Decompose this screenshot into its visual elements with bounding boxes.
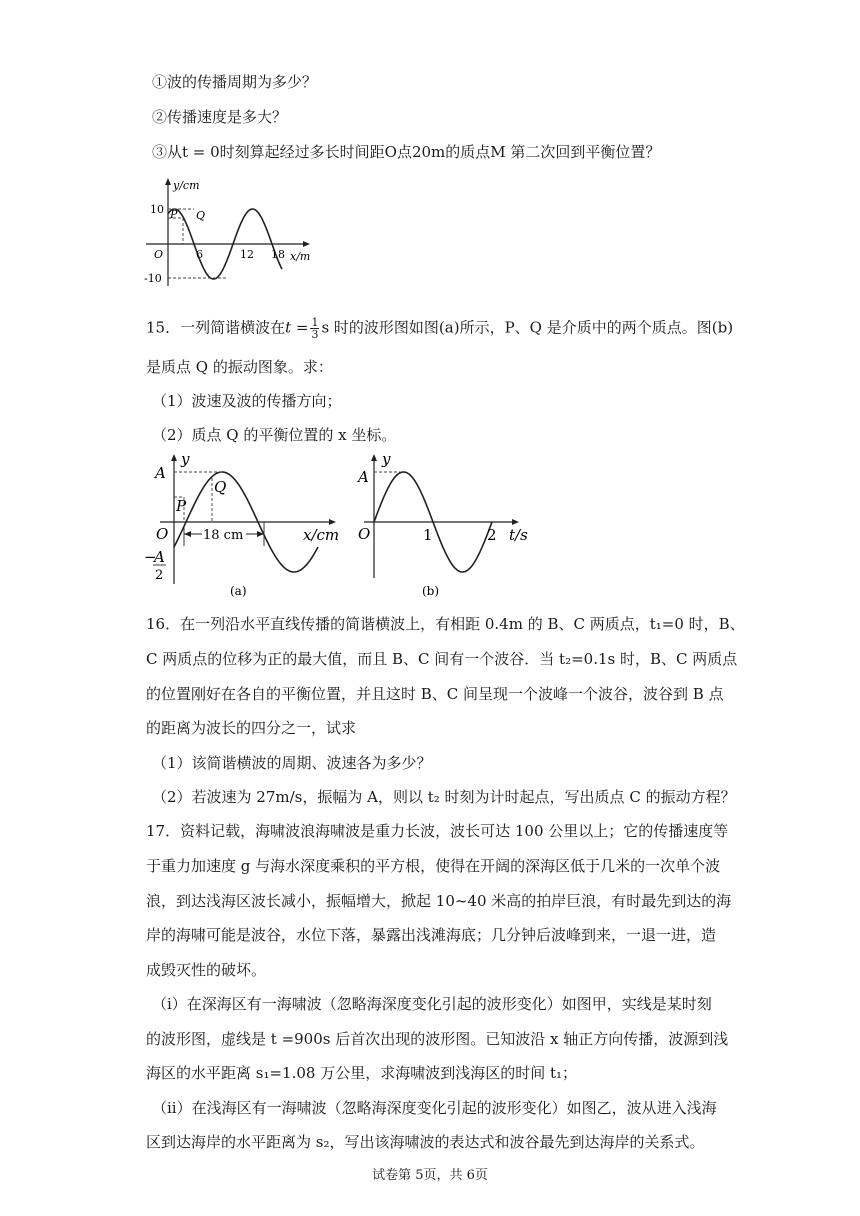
y-axis-label: y/cm (173, 179, 200, 192)
x-tick-12: 12 (240, 248, 254, 261)
point-q-label: Q (214, 478, 227, 496)
q17-line-4: 岸的海啸可能是波谷，水位下落，暴露出浅滩海底；几分钟后波峰到来，一退一进，造 (146, 926, 717, 944)
q16-part-2: （2）若波速为 27m/s，振幅为 A，则以 t₂ 时刻为计时起点，写出质点 C 的振动方程？ (152, 788, 736, 806)
q15-fraction: $\frac{1}{3}$ (311, 316, 319, 341)
q17-part-i-line-2: 的波形图，虚线是 t =900s 后首次出现的波形图。已知波沿 x 轴正方向传播，波源到浅 (146, 1030, 729, 1048)
origin-label: O (358, 525, 371, 543)
q17-line-5: 成毁灭性的破坏。 (146, 961, 267, 979)
q17-part-ii-line-1: （ii）在浅海区有一海啸波（忽略海深度变化引起的波形变化）如图乙，波从进入浅海 (152, 1099, 717, 1117)
q15-text-b: s 时的波形图如图(a)所示，P、Q 是介质中的两个质点。图(b) (321, 318, 734, 337)
distance-label: 18 cm (203, 528, 244, 543)
y-axis-label: y (181, 450, 190, 468)
amplitude-label: A (358, 468, 369, 486)
point-q-label: Q (196, 209, 206, 222)
q17-part-ii-line-2: 区到达海岸的水平距离为 s₂，写出该海啸波的表达式和波谷最先到达海岸的关系式。 (146, 1133, 705, 1151)
q14-part-3: ③从t = 0时刻算起经过多长时间距O点20m的质点M 第二次回到平衡位置？ (152, 143, 661, 161)
y-tick-10: 10 (150, 203, 164, 216)
q17-line-1: 17．资料记载，海啸波浪海啸波是重力长波，波长可达 100 公里以上；它的传播速度等 (146, 822, 729, 840)
q15-part-1: （1）波速及波的传播方向； (152, 392, 342, 410)
q17-line-2: 于重力加速度 g 与海水深度乘积的平方根，使得在开阔的深海区低于几米的一次单个波 (146, 857, 721, 875)
x-axis-label: x/m (290, 250, 311, 263)
point-p-label: P (170, 208, 178, 221)
q16-line-3: 的位置刚好在各自的平衡位置，并且这时 B、C 间呈现一个波峰一个波谷，波谷到 B 点 (146, 685, 724, 703)
q16-part-1: （1）该简谐横波的周期、波速各为多少？ (152, 754, 432, 772)
y-axis-label: y (382, 450, 391, 468)
q15-stem-line-2: 是质点 Q 的振动图象。求： (146, 358, 333, 376)
wave-graph-q14 (140, 176, 320, 296)
t-axis-label: t/s (509, 526, 528, 544)
q15-part-2: （2）质点 Q 的平衡位置的 x 坐标。 (152, 426, 397, 444)
caption-a: (a) (230, 584, 247, 598)
x-axis-label: x/cm (303, 526, 340, 544)
x-tick-18: 18 (271, 248, 285, 261)
neg-half-amp-num: A (154, 548, 165, 566)
q16-line-1: 16．在一列沿水平直线传播的简谐横波上，有相距 0.4m 的 B、C 两质点，t₁=0 时，B、 (146, 615, 745, 633)
q15-stem-line-1 (146, 317, 733, 340)
neg-half-amp-den: 2 (155, 568, 164, 583)
q17-line-3: 浪，到达浅海区波长减小，振幅增大，掀起 10~40 米高的拍岸巨浪，有时最先到达的海 (146, 892, 732, 910)
caption-b: (b) (422, 584, 440, 598)
y-tick-neg10: -10 (144, 272, 162, 285)
wave-graph-15a (140, 450, 372, 600)
t-tick-2: 2 (487, 526, 497, 544)
amplitude-label: A (155, 464, 166, 482)
point-p-label: P (176, 497, 187, 515)
q15-text-a: 15．一列简谐横波在 (146, 318, 286, 337)
q16-line-4: 的距离为波长的四分之一，试求 (146, 719, 357, 737)
origin-label: O (156, 525, 169, 543)
x-tick-6: 6 (196, 248, 203, 261)
q14-part-2: ②传播速度是多大？ (152, 108, 288, 126)
q16-line-2: C 两质点的位移为正的最大值，而且 B、C 间有一个波谷．当 t₂=0.1s 时，B、C 两质点 (146, 650, 738, 668)
vibration-graph-15b (352, 450, 542, 600)
q14-part-1: ①波的传播周期为多少？ (152, 73, 318, 91)
t-tick-1: 1 (423, 526, 433, 544)
q15-t-eq: t = (285, 318, 309, 337)
origin-label: O (154, 248, 164, 261)
q17-part-i-line-1: （i）在深海区有一海啸波（忽略海深度变化引起的波形变化）如图甲，实线是某时刻 (152, 995, 712, 1013)
page-footer: 试卷第 5页，共 6页 (372, 1168, 488, 1183)
minus-sign: − (144, 548, 157, 566)
q17-part-i-line-3: 海区的水平距离 s₁=1.08 万公里，求海啸波到浅海区的时间 t₁； (146, 1064, 578, 1082)
